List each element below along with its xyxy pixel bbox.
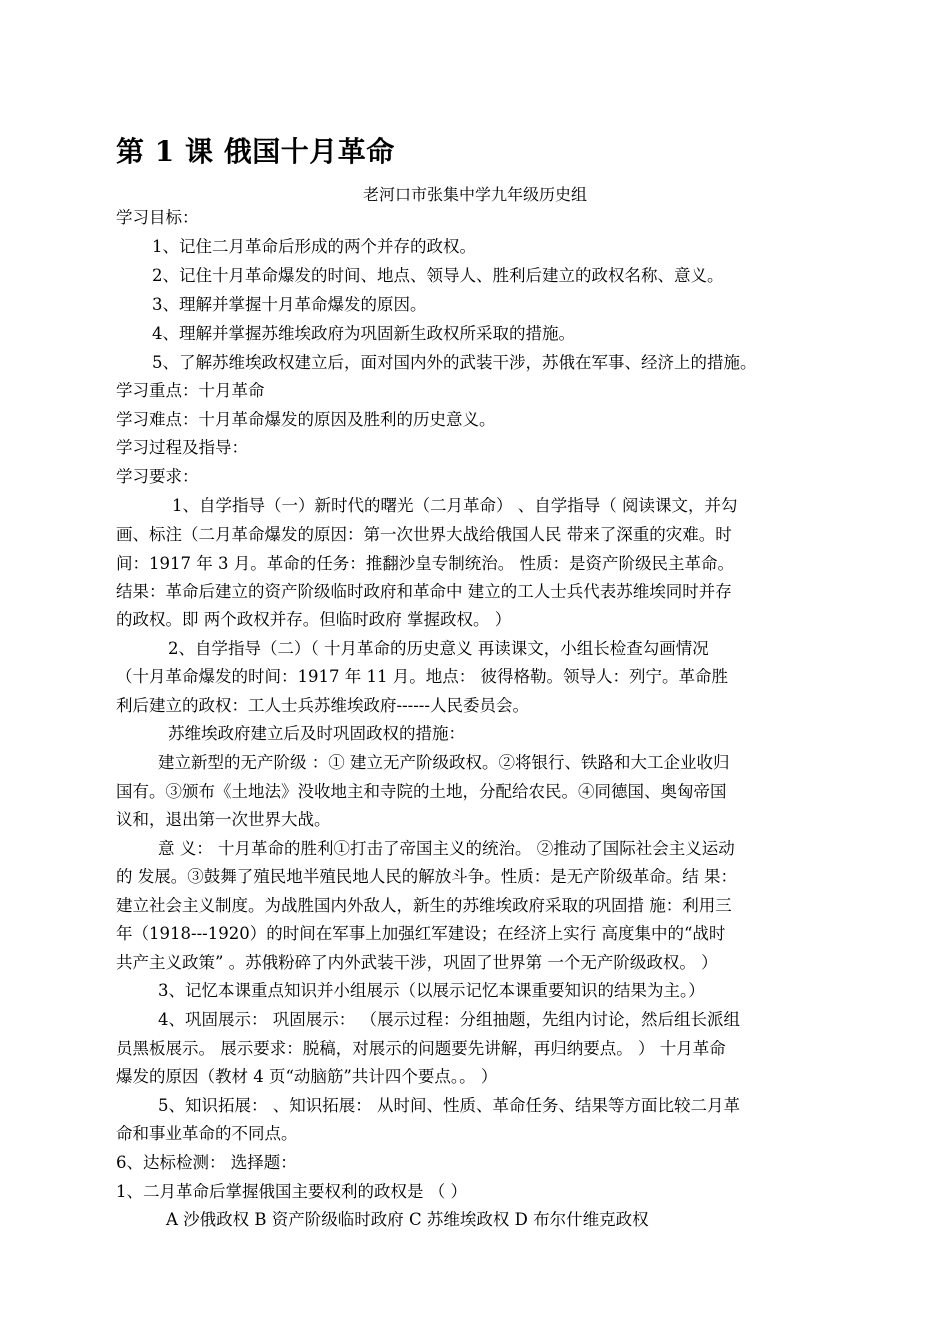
paragraph-line: 爆发的原因（教材 4 页“动脑筋”共计四个要点。。 ） bbox=[116, 1067, 498, 1086]
paragraph-line: 2、自学指导（二）（ 十月革命的历史意义 再读课文，小组长检查勾画情况 bbox=[168, 639, 709, 658]
answer-options: A 沙俄政权 B 资产阶级临时政府 C 苏维埃政权 D 布尔什维克政权 bbox=[166, 1210, 649, 1229]
paragraph-line: 4、巩固展示： 巩固展示： （展示过程：分组抽题，先组内讨论，然后组长派组 bbox=[158, 1010, 740, 1029]
question-line: 1、二月革命后掌握俄国主要权利的政权是 （ ） bbox=[116, 1182, 467, 1201]
paragraph-line: 命和事业革命的不同点。 bbox=[116, 1124, 298, 1143]
section-heading-test: 6、达标检测： 选择题： bbox=[116, 1153, 297, 1172]
paragraph-line: 苏维埃政府建立后及时巩固政权的措施： bbox=[168, 724, 465, 743]
paragraph-line: 结果：革命后建立的资产阶级临时政府和革命中 建立的工人士兵代表苏维埃同时并存 bbox=[116, 582, 732, 601]
paragraph-line: 的 发展。③鼓舞了殖民地半殖民地人民的解放斗争。性质：是无产阶级革命。结 果： bbox=[116, 867, 737, 886]
lesson-title: 第 1 课 俄国十月革命 bbox=[116, 135, 395, 168]
goal-item: 5、了解苏维埃政权建立后，面对国内外的武装干涉，苏俄在军事、经济上的措施。 bbox=[152, 353, 757, 372]
goal-item: 2、记住十月革命爆发的时间、地点、领导人、胜利后建立的政权名称、意义。 bbox=[152, 266, 724, 285]
difficulty-line: 学习难点：十月革命爆发的原因及胜利的历史意义。 bbox=[116, 410, 496, 429]
paragraph-line: 议和，退出第一次世界大战。 bbox=[116, 810, 331, 829]
section-heading-goals: 学习目标： bbox=[116, 208, 199, 227]
paragraph-line: 建立社会主义制度。为战胜国内外敌人，新生的苏维埃政府采取的巩固措 施：利用三 bbox=[116, 896, 732, 915]
paragraph-line: 间：1917 年 3 月。革命的任务：推翻沙皇专制统治。 性质：是资产阶级民主革命。 bbox=[116, 554, 734, 573]
paragraph-line: 5、知识拓展： 、知识拓展： 从时间、性质、革命任务、结果等方面比较二月革 bbox=[158, 1096, 740, 1115]
paragraph-line: 年（1918---1920）的时间在军事上加强红军建设；在经济上实行 高度集中的“战时 bbox=[116, 924, 726, 943]
paragraph-line: 3、记忆本课重点知识并小组展示（以展示记忆本课重要知识的结果为主。） bbox=[158, 981, 705, 1000]
paragraph-line: （十月革命爆发的时间：1917 年 11 月。地点： 彼得格勒。领导人：列宁。革命胜 bbox=[116, 667, 728, 686]
paragraph-line: 意 义： 十月革命的胜利①打击了帝国主义的统治。 ②推动了国际社会主义运动 bbox=[158, 839, 735, 858]
paragraph-line: 共产主义政策” 。苏俄粉碎了内外武装干涉，巩固了世界第 一个无产阶级政权。 ） bbox=[116, 953, 718, 972]
goal-item: 4、理解并掌握苏维埃政府为巩固新生政权所采取的措施。 bbox=[152, 324, 575, 343]
section-heading-process: 学习过程及指导： bbox=[116, 438, 248, 457]
key-point-line: 学习重点：十月革命 bbox=[116, 381, 265, 400]
paragraph-line: 员黑板展示。 展示要求：脱稿，对展示的问题要先讲解，再归纳要点。 ） 十月革命 bbox=[116, 1039, 726, 1058]
author-line: 老河口市张集中学九年级历史组 bbox=[362, 185, 587, 204]
paragraph-line: 利后建立的政权：工人士兵苏维埃政府------人民委员会。 bbox=[116, 696, 529, 715]
paragraph-line: 1、自学指导（一）新时代的曙光（二月革命） 、自学指导（ 阅读课文，并勾 bbox=[172, 496, 738, 515]
paragraph-line: 国有。③颁布《土地法》没收地主和寺院的土地，分配给农民。④同德国、奥匈帝国 bbox=[116, 782, 727, 801]
goal-item: 3、理解并掌握十月革命爆发的原因。 bbox=[152, 295, 427, 314]
paragraph-line: 的政权。即 两个政权并存。但临时政府 掌握政权。 ） bbox=[116, 610, 512, 629]
paragraph-line: 画、标注（二月革命爆发的原因：第一次世界大战给俄国人民 带来了深重的灾难。时 bbox=[116, 525, 732, 544]
section-heading-requirements: 学习要求： bbox=[116, 467, 199, 486]
paragraph-line: 建立新型的无产阶级 ：① 建立无产阶级政权。②将银行、铁路和大工企业收归 bbox=[158, 753, 730, 772]
goal-item: 1、记住二月革命后形成的两个并存的政权。 bbox=[152, 237, 476, 256]
